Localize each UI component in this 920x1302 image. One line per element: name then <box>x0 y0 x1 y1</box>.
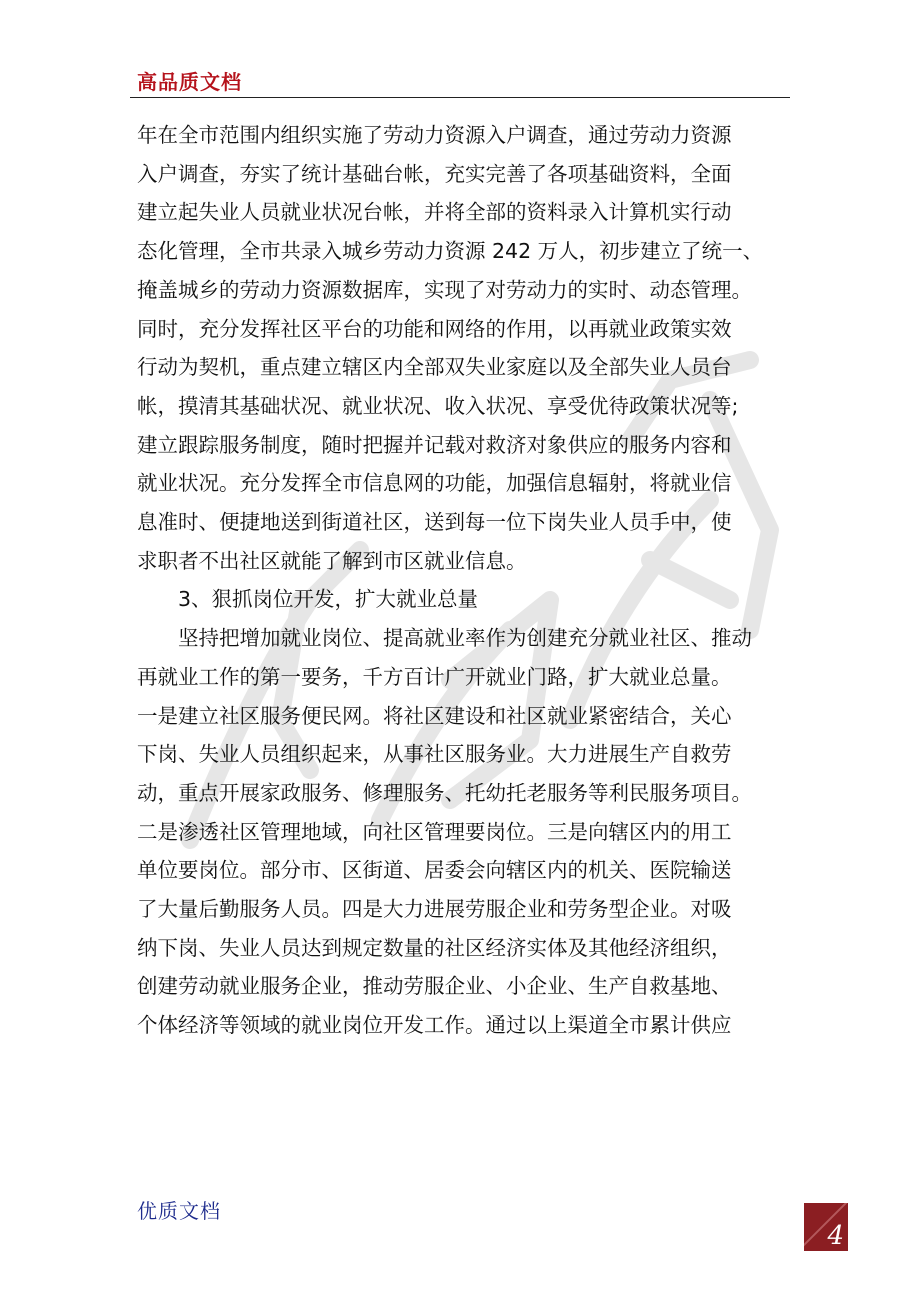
body-line: 下岗、失业人员组织起来，从事社区服务业。大力进展生产自救劳 <box>137 742 732 767</box>
body-line: 创建劳动就业服务企业，推动劳服企业、小企业、生产自救基地、 <box>137 974 732 999</box>
body-line: 帐，摸清其基础状况、就业状况、收入状况、享受优待政策状况等; <box>137 393 739 418</box>
body-line: 动，重点开展家政服务、修理服务、托幼托老服务等利民服务项目。 <box>137 780 752 805</box>
body-line: 再就业工作的第一要务，千方百计广开就业门路，扩大就业总量。 <box>137 664 732 689</box>
body-line: 了大量后勤服务人员。四是大力进展劳服企业和劳务型企业。对吸 <box>137 897 732 922</box>
body-line: 个体经济等领域的就业岗位开发工作。通过以上渠道全市累计供应 <box>137 1013 732 1038</box>
section-heading: 3、狠抓岗位开发，扩大就业总量 <box>178 587 479 612</box>
body-line: 建立跟踪服务制度，随时把握并记载对救济对象供应的服务内容和 <box>137 432 732 457</box>
footer-title: 优质文档 <box>137 1199 221 1223</box>
body-line: 纳下岗、失业人员达到规定数量的社区经济实体及其他经济组织， <box>137 935 732 960</box>
page-number-badge <box>804 1203 848 1251</box>
body-line: 就业状况。充分发挥全市信息网的功能，加强信息辐射，将就业信 <box>137 471 732 496</box>
body-line: 求职者不出社区就能了解到市区就业信息。 <box>137 548 527 573</box>
body-line: 入户调查，夯实了统计基础台帐，充实完善了各项基础资料，全面 <box>137 161 732 186</box>
body-line: 同时，充分发挥社区平台的功能和网络的作用，以再就业政策实效 <box>137 316 732 341</box>
body-line: 年在全市范围内组织实施了劳动力资源入户调查，通过劳动力资源 <box>137 123 732 147</box>
body-line: 行动为契机，重点建立辖区内全部双失业家庭以及全部失业人员台 <box>137 355 732 380</box>
header-title: 高品质文档 <box>137 70 242 94</box>
body-line: 一是建立社区服务便民网。将社区建设和社区就业紧密结合，关心 <box>137 703 732 728</box>
body-line: 单位要岗位。部分市、区街道、居委会向辖区内的机关、医院输送 <box>137 858 732 883</box>
body-line: 息准时、便捷地送到街道社区，送到每一位下岗失业人员手中，使 <box>137 510 732 535</box>
document-body <box>137 116 792 1045</box>
header-divider <box>130 97 790 98</box>
body-line: 二是渗透社区管理地域，向社区管理要岗位。三是向辖区内的用工 <box>137 819 732 844</box>
body-line: 建立起失业人员就业状况台帐，并将全部的资料录入计算机实行动 <box>137 200 732 225</box>
body-line: 态化管理，全市共录入城乡劳动力资源 242 万人，初步建立了统一、 <box>137 239 764 264</box>
page-number: 4 <box>827 1221 844 1251</box>
body-line: 坚持把增加就业岗位、提高就业率作为创建充分就业社区、推动 <box>178 626 752 651</box>
body-line: 掩盖城乡的劳动力资源数据库，实现了对劳动力的实时、动态管理。 <box>137 277 752 302</box>
